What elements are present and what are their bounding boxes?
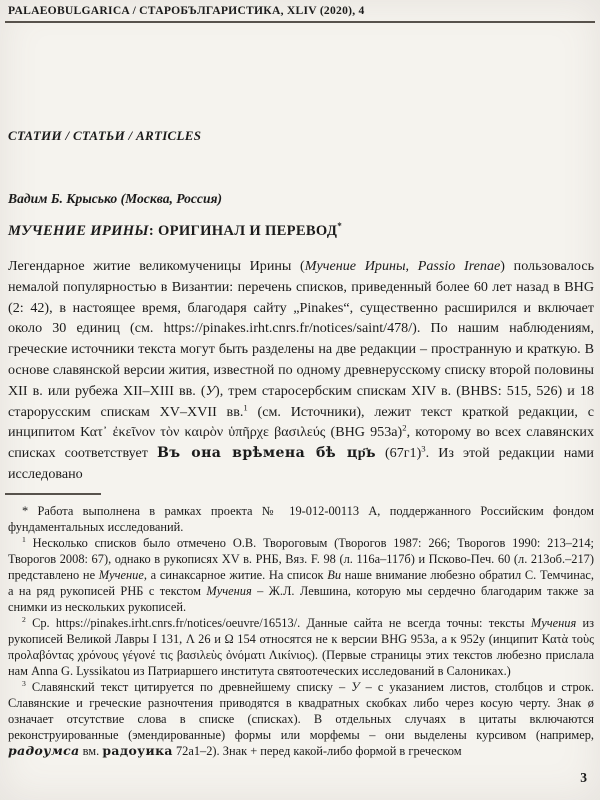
footnote-separator [5, 493, 101, 495]
footnote-2: $^2$ Ср. https://pinakes.irht.cnrs.fr/notices/oeuvre/16513/. Данные сайта не всегда точны: тексты Мучения из рукописей Великой Лавры I 131, Λ 26 и Ω 154 относятся не к версии BHG 953a, а к 952y (инципит Κατὰ τοὺς προλαβόντας χρόνους γέγονέ τις βασιλεὺς ὀνόματι Λικίνιος). (Первые страницы этих текстов любезно прислала нам Anna G. Lyssikatou из Патриаршего института святоотеческих исследований в Салониках.) [8, 614, 595, 678]
section-heading: СТАТИИ / СТАТЬИ / ARTICLES [8, 128, 202, 143]
author-line: Вадим Б. Крысько (Москва, Россия) [8, 191, 223, 206]
footnote-3: $^3$ Славянский текст цитируется по древнейшему списку – У – с указанием листов, столбцов и строк. Славянские и греческие разночтения приводятся в квадратных скобках либо через косую черту. Знак ø означает отсутствие слова в списке (списках). В отдельных случаях в цитаты включаются реконструированные (эмендированные) формы или морфемы – они выделены курсивом (например, радоумса вм. радоуика 72а1–2). Знак + перед какой-либо формой в греческом [8, 678, 594, 758]
journal-header: PALAEOBULGARICA / СТАРОБЪЛГАРИСТИКА, XLIV (2020), 4 [8, 4, 365, 17]
footnotes-block [8, 503, 594, 759]
header-rule [5, 21, 595, 23]
body-paragraph: Легендарное житие великомученицы Ирины (Мучение Ирины, Passio Irenae) пользовалось немалой популярностью в Византии: перечень списков, приведенный более 60 лет назад в BHG (2: 42), в настоящее время, благодаря сайту „Pinakes“, существенно расширился и включает около 30 единиц (см. https://pinakes.irht.cnrs.fr/notices/saint/478/). По нашим наблюдениям, греческие источники текста могут быть разделены на две редакции – пространную и краткую. В основе славянской версии жития, известной по одному древнерусскому списку второй половины XII в. или рубежа XII–XIII вв. (У), трем старосербским спискам XIV в. (BHBS: 515, 526) и 18 старорусским спискам XV–XVII вв.$^1$ (см. Источники), лежит текст краткой редакции, с инципитом Κατ᾽ ἐκεῖνον τὸν καιρὸν ὑπῆρχε βασιλεύς (BHG 953a)$^2$, которому во всех славянских списках соответствует Въ она врѣмена бѣ цр҃ь $(67г1)^3$. Из этой редакции нами исследовано [8, 258, 595, 482]
article-title-roman-part: : ОРИГИНАЛ И ПЕРЕВОД [148, 223, 338, 239]
article-title-italic-part: МУЧЕНИЕ ИРИНЫ [8, 223, 149, 239]
article-title-note-mark: * [337, 221, 343, 232]
footnote-asterisk: * Работа выполнена в рамках проекта № 19-012-00113 А, поддержанного Российским фондом фундаментальных исследований. [8, 504, 594, 534]
footnote-1: $^1$ Несколько списков было отмечено О.В. Твороговым (Творогов 1987: 266; Творогов 1990: 213–214; Творогов 2008: 67), однако в рукописях XV в. РНБ, Вяз. F. 98 (л. 116а–117б) и Псково-Печ. 60 (л. 213об.–217) представлено не Мучение, а синаксарное житие. На список Ви наше внимание любезно обратил С. Темчинас, а на ряд рукописей РНБ с текстом Мучения – Ж.Л. Левшина, которую мы сердечно благодарим также за снимки из нескольких рукописей. [8, 534, 594, 614]
article-title [8, 223, 342, 240]
page-number: 3 [580, 770, 587, 785]
